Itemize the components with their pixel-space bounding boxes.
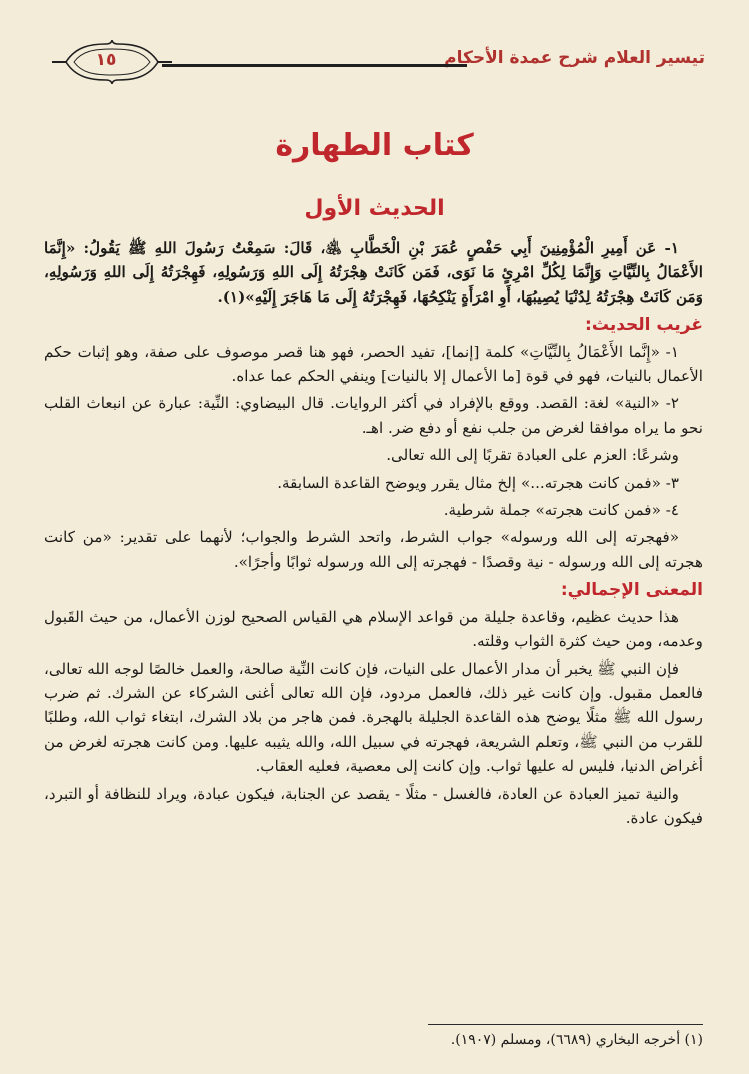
book-title: كتاب الطهارة (275, 128, 474, 163)
meaning-heading: المعنى الإجمالي: (560, 580, 703, 601)
gharib-heading: غريب الحديث: (585, 315, 703, 336)
meaning-paragraph: هذا حديث عظيم، وقاعدة جليلة من قواعد الإسلام هي القياس الصحيح لوزن الأعمال، من حيث القَبول وعدمه، ومن حيث كثرة الثواب وقلته. (44, 607, 703, 651)
gharib-item: ١- «إِنَّما الأَعْمَالُ بِالنِّيَّاتِ» كلمة [إنما]، تفيد الحصر، فهو هنا قصر موصوف على صفة، وهو إثبات حكم الأعمال بالنيات، فهو في قوة [ما الأعمال إلا بالنيات] وينفي الحكم عما عداه. (44, 342, 703, 386)
gharib-item: ٢- «النية» لغة: القصد. ووقع بالإفراد في أكثر الروايات. قال البيضاوي: النِّية: عبارة عن انبعاث القلب نحو ما يراه موافقا لغرض من جلب نفع أو دفع ضر. اهـ. (44, 394, 703, 437)
gharib-item: ٣- «فمن كانت هجرته...» إلخ مثال يقرر ويوضح القاعدة السابقة. (277, 473, 679, 492)
meaning-paragraph: فإن النبي ﷺ يخبر أن مدار الأعمال على النيات، فإن كانت النِّية صالحة، والعمل خالصًا لوجه الله تعالى، فالعمل مقبول. وإن كانت غير ذلك، فالعمل مردود، فإن الله تعالى أغنى الشركاء عن الشرك. ثم ضرب رسول الله ﷺ مثلًا يوضح هذه القاعدة الجليلة بالهجرة. فمن هاجر من بلاد الشرك، ابتغاء ثواب الله، وطلبًا للقرب من النبي ﷺ، وتعلم الشريعة، فهجرته في سبيل الله، والله يثيبه عليها. ومن كانت هجرته لغرض من أغراض الدنيا، فليس له عليها ثواب. وإن كانت إلى معصية، فعليه العقاب. (44, 659, 703, 776)
page-header (52, 40, 705, 76)
main-content (44, 236, 703, 833)
page-number: ١٥ (95, 50, 117, 70)
gharib-item: وشرعًا: العزم على العبادة تقربًا إلى الله تعالى. (386, 446, 679, 465)
gharib-item: ٤- «فمن كانت هجرته» جملة شرطية. (443, 501, 679, 520)
footnote: (١) أخرجه البخاري (٦٦٨٩)، ومسلم (١٩٠٧). (450, 1032, 703, 1048)
running-title: تيسير العلام شرح عمدة الأحكام (444, 48, 705, 68)
footnote-rule (428, 1024, 703, 1025)
gharib-item: «فهجرته إلى الله ورسوله» جواب الشرط، واتحد الشرط والجواب؛ لأنهما على تقدير: «من كانت هجرته إلى الله ورسوله - نية وقصدًا - فهجرته إلى الله ورسوله ثوابًا وأجرًا». (44, 528, 703, 571)
hadith-title: الحديث الأول (304, 196, 445, 221)
hadith-text: ١- عَن أَمِيرِ الْمُؤْمِنِينَ أَبِي حَفْصٍ عُمَرَ بْنِ الْخَطَّابِ ﵁، قَالَ: سَمِعْتُ رَسُولَ اللهِ ﷺ يَقُولُ: «إِنَّمَا الأَعْمَالُ بِالنِّيَّاتِ وَإِنَّمَا لِكُلِّ امْرِئٍ مَا نَوَى، فَمَن كَانَتْ هِجْرَتُهُ إِلَى اللهِ وَرَسُولِهِ، فَهِجْرَتُهُ إِلَى اللهِ وَرَسُولِهِ، وَمَن كَانَتْ هِجْرَتُهُ لِدُنْيَا يُصِيبُهَا، أَوِ امْرَأَةٍ يَنْكِحُهَا، فَهِجْرَتُهُ إِلَى مَا هَاجَرَ إِلَيْهِ»(١). (44, 239, 703, 306)
header-rule (162, 64, 467, 67)
meaning-paragraph: والنية تميز العبادة عن العادة، فالغسل - مثلًا - يقصد عن الجنابة، فيكون عبادة، ويراد للنظافة أو التبرد، فيكون عادة. (44, 784, 703, 827)
